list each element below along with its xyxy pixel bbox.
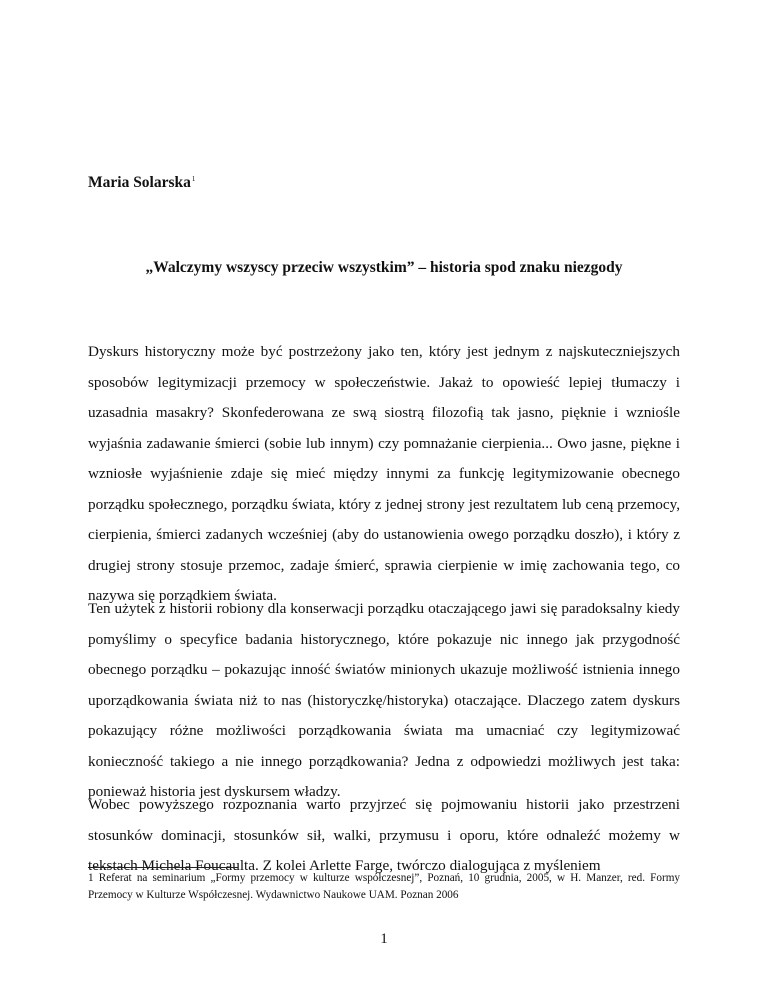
footnote-reference-mark[interactable]: 1 xyxy=(191,174,196,183)
paper-title: „Walczymy wszyscy przeciw wszystkim” – historia spod znaku niezgody xyxy=(145,259,623,276)
body-paragraph-2: Ten użytek z historii robiony dla konserwacji porządku otaczającego jawi się paradoksalny kiedy pomyślimy o specyfice badania historycznego, które pokazuje nic innego jak przygodność obecnego porządku – pokazując inność światów minionych ukazuje możliwość istnienia innego uporządkowania świata niż to nas (historyczkę/historyka) otaczające. Dlaczego zatem dyskurs pokazujący różne możliwości porządkowania świata ma umacniać czy legitymizować konieczność takiego a nie innego porządkowania? Jedna z odpowiedzi możliwych jest taka: ponieważ historia jest dyskursem władzy. xyxy=(88,600,680,800)
body-paragraph-1: Dyskurs historyczny może być postrzeżony jako ten, który jest jednym z najskuteczniejszych sposobów legitymizacji przemocy w społeczeństwie. Jakaż to opowieść lepiej tłumaczy i uzasadnia masakry? Skonfederowana ze swą siostrą filozofią tak jasno, pięknie i wzniośle wyjaśnia zadawanie śmierci (sobie lub innym) czy pomnażanie cierpienia... Owo jasne, piękne i wzniosłe wyjaśnienie zdaje się mieć między innymi za funkcję legitymizowanie obecnego porządku społecznego, porządku świata, który z jednej strony jest rezultatem lub ceną przemocy, cierpienia, śmierci zadanych wcześniej (aby do ustanowienia owego porządku doszło), i który z drugiej strony stosuje przemoc, zadaje śmierć, sprawia cierpienie w imię zachowania tego, co nazywa się porządkiem świata. xyxy=(88,343,680,604)
body-paragraph-3: Wobec powyższego rozpoznania warto przyjrzeć się pojmowaniu historii jako przestrzeni stosunków dominacji, stosunków sił, walki, przymusu i oporu, które odnaleźć możemy w tekstach Michela Foucaulta. Z kolei Arlette Farge, twórczo dialogująca z myśleniem xyxy=(88,796,680,874)
footnote-text: 1 Referat na seminarium „Formy przemocy w kulturze współczesnej”, Poznań, 10 grudnia, 2005, w H. Manzer, red. Formy Przemocy w Kulturze Współczesnej. Wydawnictwo Naukowe UAM. Poznan 2006 xyxy=(88,872,680,901)
author-name xyxy=(88,174,195,192)
page-number: 1 xyxy=(380,931,388,947)
footnote-divider xyxy=(88,867,238,868)
author-name-text: Maria Solarska xyxy=(88,174,191,191)
